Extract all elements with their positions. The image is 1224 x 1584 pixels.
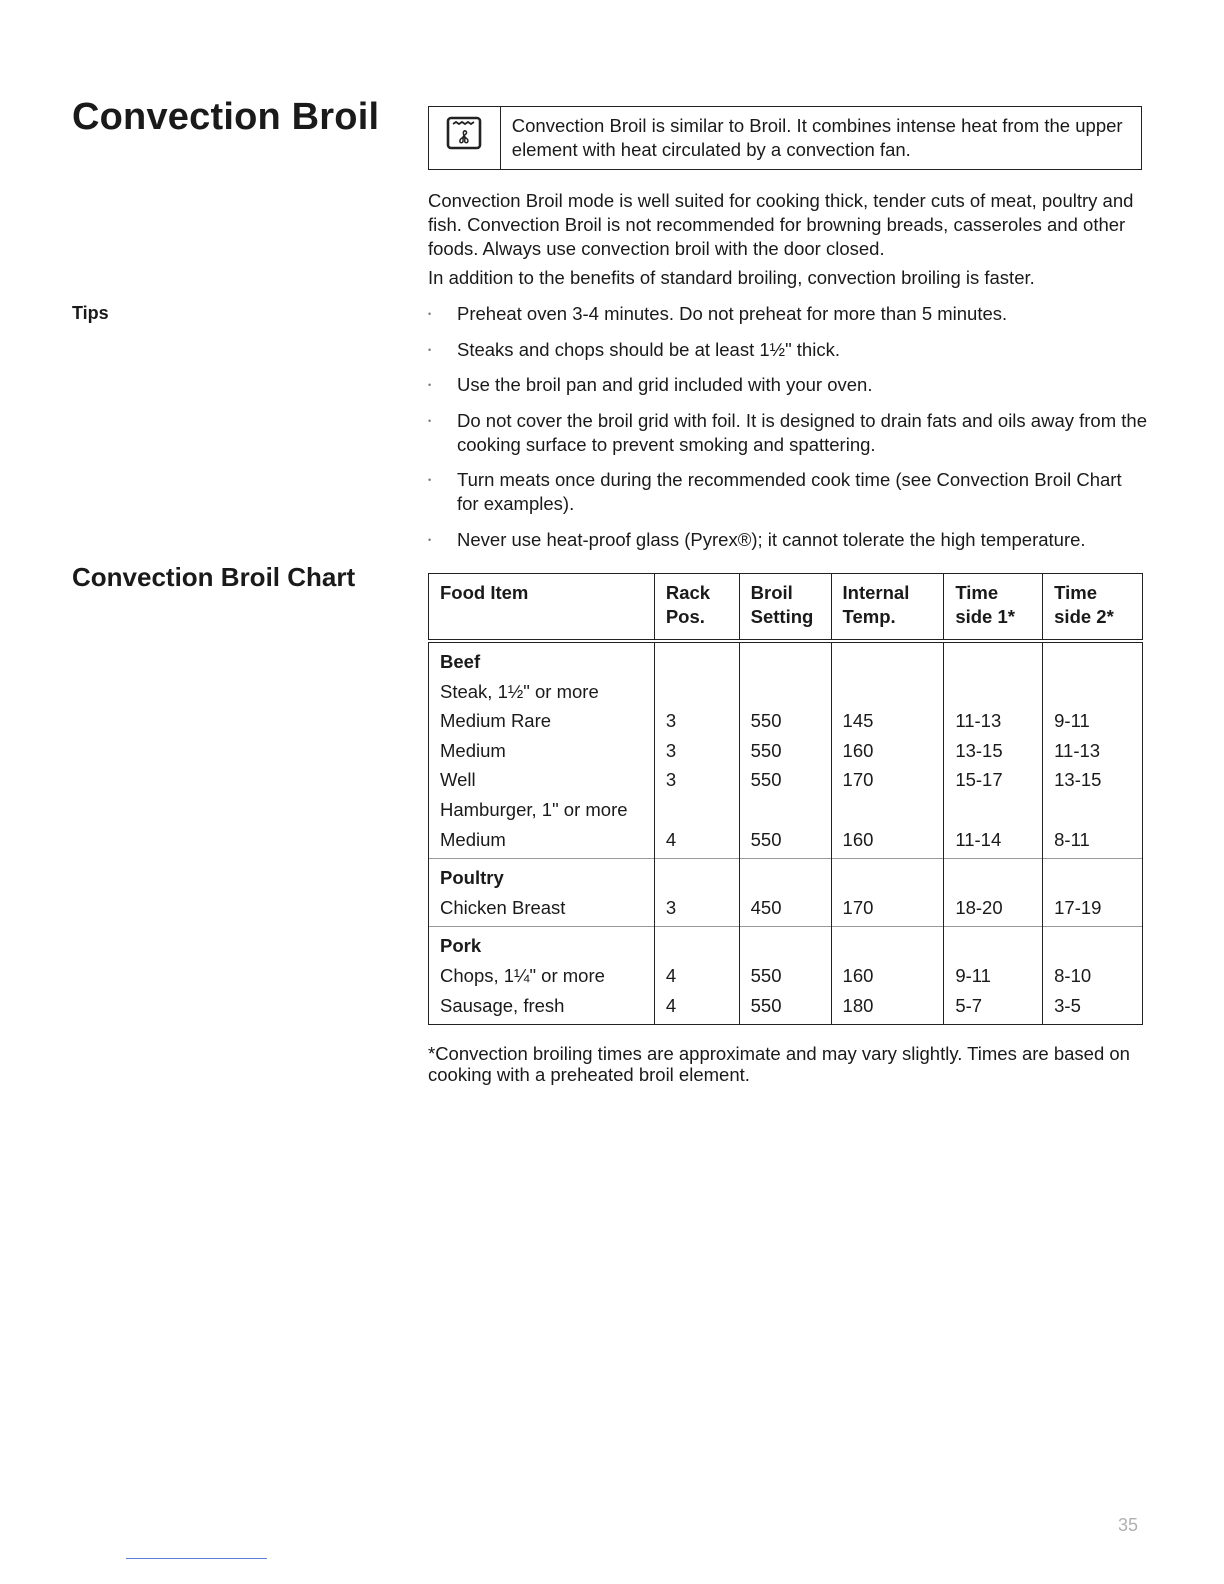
bullet-icon: • <box>428 415 432 426</box>
column-header-line: Broil <box>750 582 793 603</box>
table-cell <box>429 859 655 927</box>
column-header-line: Setting <box>750 606 814 627</box>
group-name: Poultry <box>440 867 504 889</box>
cell-value: 550 <box>750 769 782 791</box>
tip-text: Preheat oven 3-4 minutes. Do not preheat for more than 5 minutes. <box>457 303 1008 324</box>
column-header-line: Pos. <box>665 606 705 627</box>
tip-item <box>428 338 1148 362</box>
page-number: 35 <box>1118 1515 1139 1535</box>
cell-spacer <box>843 863 944 893</box>
column-header-line: Temp. <box>842 606 896 627</box>
cell-value: 3 <box>665 769 677 791</box>
tips-list <box>428 302 1148 563</box>
column-header <box>1043 574 1143 642</box>
mode-description-box <box>428 106 1142 170</box>
food-group <box>429 641 1143 859</box>
bullet-icon: • <box>428 309 432 319</box>
food-item-label: Sausage, fresh <box>440 994 565 1016</box>
food-group <box>429 859 1143 927</box>
table-cell <box>429 927 655 1025</box>
tip-text: Do not cover the broil grid with foil. It is designed to drain fats and oils away from the cooking surface to prevent smoking and spattering. <box>457 409 1147 455</box>
column-header <box>654 574 739 642</box>
cell-value: 160 <box>842 964 874 986</box>
cell-spacer <box>751 931 831 961</box>
tip-item <box>428 373 1148 397</box>
tip-item <box>428 528 1148 552</box>
cell-spacer <box>1054 863 1142 893</box>
table-cell <box>739 859 831 927</box>
cell-spacer <box>843 647 944 677</box>
cell-value: 4 <box>665 964 677 986</box>
group-name: Beef <box>440 651 481 672</box>
page-title: Convection Broil <box>72 96 380 138</box>
column-header <box>831 574 944 642</box>
table-cell <box>831 641 944 859</box>
cell-value <box>955 795 1042 825</box>
tip-text: Turn meats once during the recommended cook time (see Convection Broil Chart for examples). <box>457 469 1122 514</box>
cell-value: 160 <box>842 828 874 850</box>
cell-spacer <box>751 863 831 893</box>
column-header <box>429 574 655 642</box>
table-cell <box>944 641 1043 859</box>
cell-value: 9-11 <box>1054 710 1090 732</box>
cell-value: 9-11 <box>955 964 991 986</box>
cell-value: 13-15 <box>955 739 1003 761</box>
cell-value <box>843 795 944 825</box>
cell-value: 4 <box>665 828 677 850</box>
cell-value <box>751 677 831 707</box>
footnote: *Convection broiling times are approximate and may vary slightly. Times are based on cooking with a preheated broil element. <box>428 1043 1130 1085</box>
table-cell <box>654 927 739 1025</box>
column-header <box>944 574 1043 642</box>
column-header-line: Time <box>955 582 999 603</box>
cell-spacer <box>1054 647 1142 677</box>
table-row <box>429 927 1143 1025</box>
tip-item <box>428 409 1148 457</box>
food-item-label: Chops, 1¼" or more <box>440 964 605 986</box>
food-item-label: Chicken Breast <box>440 896 566 918</box>
cell-value <box>666 795 739 825</box>
tip-text: Never use heat-proof glass (Pyrex®); it cannot tolerate the high temperature. <box>457 528 1086 550</box>
cell-value <box>843 677 944 707</box>
table-cell <box>1043 859 1143 927</box>
cell-value: 13-15 <box>1054 769 1102 791</box>
column-header-line: side 2* <box>1054 606 1114 627</box>
food-item-label: Medium <box>440 739 506 761</box>
cell-value: 8-10 <box>1054 964 1092 986</box>
column-header-line: Time <box>1054 582 1097 603</box>
tip-text: Use the broil pan and grid included with your oven. <box>457 374 873 395</box>
food-item-label: Steak, 1½" or more <box>440 680 599 702</box>
chart-heading: Convection Broil Chart <box>72 562 356 592</box>
cell-spacer <box>666 647 739 677</box>
table-cell <box>944 859 1043 927</box>
food-item-label: Well <box>440 769 476 791</box>
food-item-label: Medium <box>440 828 506 850</box>
cell-spacer <box>955 647 1042 677</box>
bullet-icon: • <box>428 534 432 545</box>
bullet-icon: • <box>428 380 432 390</box>
cell-value <box>751 795 831 825</box>
cell-value: 3 <box>665 739 677 761</box>
cell-value: 550 <box>750 710 782 732</box>
cell-value: 550 <box>750 739 782 761</box>
cell-value: 450 <box>750 896 782 918</box>
food-item-label: Hamburger, 1" or more <box>440 798 628 820</box>
cell-value: 180 <box>842 994 874 1016</box>
column-header-line: Internal <box>842 582 910 603</box>
cell-value: 11-13 <box>1054 739 1101 761</box>
cell-value: 550 <box>750 994 782 1016</box>
cell-spacer <box>955 863 1042 893</box>
column-header <box>739 574 831 642</box>
column-header-line: side 1* <box>955 606 1015 627</box>
table-cell <box>654 859 739 927</box>
bullet-icon: • <box>428 475 432 485</box>
cell-spacer <box>666 863 739 893</box>
cell-value <box>666 677 739 707</box>
tip-item <box>428 468 1148 516</box>
cell-value: 3-5 <box>1054 994 1081 1016</box>
cell-value: 3 <box>665 710 677 732</box>
cell-value: 550 <box>750 964 782 986</box>
tip-text: Steaks and chops should be at least 1½" thick. <box>457 338 840 360</box>
table-header-row <box>429 574 1143 642</box>
cell-value: 550 <box>750 828 782 850</box>
table-cell <box>831 859 944 927</box>
cell-spacer <box>1054 931 1142 961</box>
convection-broil-table <box>428 573 1143 1025</box>
cell-value: 5-7 <box>955 994 983 1016</box>
tips-heading: Tips <box>72 303 109 323</box>
cell-spacer <box>955 931 1042 961</box>
food-group <box>429 927 1143 1025</box>
table-cell <box>654 641 739 859</box>
bullet-icon: • <box>428 344 432 355</box>
table-row <box>429 641 1143 859</box>
tip-item <box>428 302 1148 326</box>
cell-spacer <box>843 931 944 961</box>
cell-value: 145 <box>842 710 874 732</box>
cell-value: 160 <box>842 739 874 761</box>
column-header-line: Food Item <box>440 582 529 603</box>
table-cell <box>429 641 655 859</box>
cell-value <box>1054 795 1142 825</box>
table-cell <box>1043 641 1143 859</box>
food-item-label: Medium Rare <box>440 710 552 732</box>
table-cell <box>944 927 1043 1025</box>
convection-broil-mode-icon <box>446 116 482 150</box>
cell-value: 4 <box>665 994 677 1016</box>
cell-value <box>1054 677 1142 707</box>
bottom-rule <box>126 1558 267 1559</box>
table-cell <box>831 927 944 1025</box>
cell-value: 11-13 <box>955 710 1002 732</box>
cell-value: 170 <box>842 769 874 791</box>
table-cell <box>1043 927 1143 1025</box>
mode-description-text: Convection Broil is similar to Broil. It combines intense heat from the upper element with heat circulated by a convection fan. <box>511 115 1123 160</box>
cell-value: 18-20 <box>955 896 1003 918</box>
table-row <box>429 859 1143 927</box>
cell-value: 11-14 <box>955 828 1002 850</box>
cell-value: 15-17 <box>955 769 1003 791</box>
cell-value <box>955 677 1042 707</box>
group-name: Pork <box>440 935 482 957</box>
cell-value: 17-19 <box>1054 896 1102 918</box>
cell-value: 8-11 <box>1054 828 1090 850</box>
cell-value: 170 <box>842 896 874 918</box>
table-cell <box>739 927 831 1025</box>
cell-spacer <box>666 931 739 961</box>
cell-spacer <box>751 647 831 677</box>
mode-icon-cell <box>429 107 501 169</box>
column-header-line: Rack <box>665 582 711 603</box>
table-cell <box>739 641 831 859</box>
benefit-paragraph: In addition to the benefits of standard broiling, convection broiling is faster. <box>428 267 1035 288</box>
cell-value: 3 <box>665 896 677 918</box>
description-paragraph: Convection Broil mode is well suited for cooking thick, tender cuts of meat, poultry and fish. Convection Broil is not recommended for browning breads, casseroles and other foods. Always use convection broil with the door closed. <box>428 190 1134 259</box>
